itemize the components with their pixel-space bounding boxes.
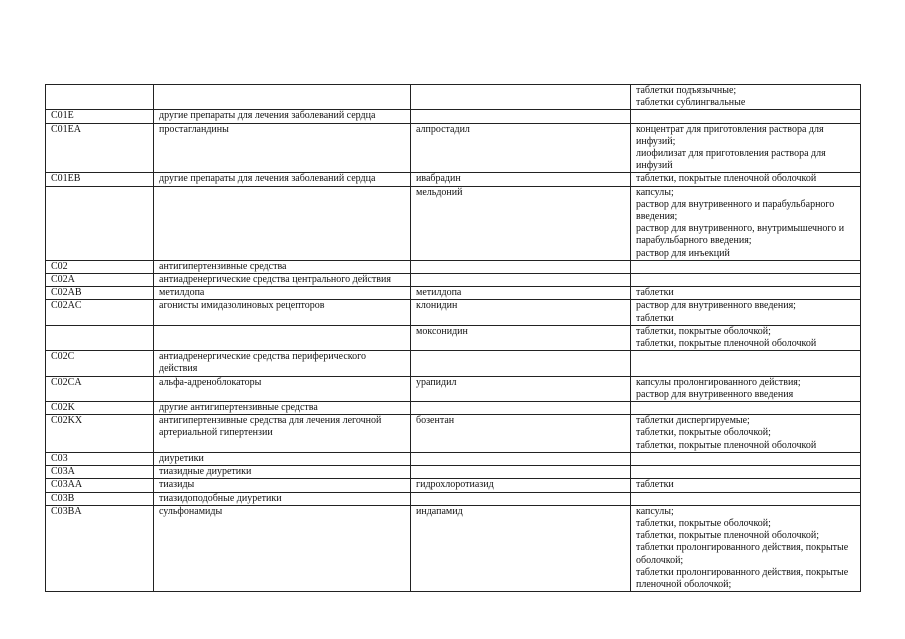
dosage-form-item: таблетки, покрытые пленочной оболочкой [636, 173, 817, 185]
dosage-forms-cell [631, 186, 861, 260]
drug-classification-table [45, 84, 861, 592]
atc-code-cell [46, 85, 154, 110]
dosage-form-item: таблетки, покрытые пленочной оболочкой [636, 439, 817, 451]
drug-name-cell: клонидин [411, 300, 631, 325]
dosage-form-item: раствор для внутривенного введения; [636, 300, 796, 312]
table-row [46, 287, 861, 300]
anatomical-group-cell [154, 186, 411, 260]
anatomical-group-cell: тиазидные диуретики [154, 466, 411, 479]
atc-code-cell: C03B [46, 492, 154, 505]
drug-name-cell: мельдоний [411, 186, 631, 260]
atc-code-cell: C01EA [46, 123, 154, 173]
drug-name-cell [411, 466, 631, 479]
dosage-form-item: таблетки, покрытые пленочной оболочкой [636, 338, 817, 350]
anatomical-group-cell: другие препараты для лечения заболеваний сердца [154, 110, 411, 123]
drug-name-cell [411, 260, 631, 273]
table-row [46, 123, 861, 173]
table-row [46, 479, 861, 492]
dosage-forms-cell [631, 85, 861, 110]
dosage-form-item: таблетки [636, 287, 674, 299]
atc-code-cell: C02KX [46, 415, 154, 453]
drug-name-cell [411, 351, 631, 376]
anatomical-group-cell: антиадренергические средства периферического действия [154, 351, 411, 376]
dosage-forms-cell [631, 110, 861, 123]
atc-code-cell: C02A [46, 274, 154, 287]
drug-name-cell: урапидил [411, 376, 631, 401]
table-row [46, 402, 861, 415]
drug-name-cell: моксонидин [411, 325, 631, 350]
table-row [46, 351, 861, 376]
dosage-form-item: лиофилизат для приготовления раствора для инфузий [636, 148, 826, 172]
atc-code-cell: C02K [46, 402, 154, 415]
drug-name-cell: бозентан [411, 415, 631, 453]
dosage-forms-cell [631, 402, 861, 415]
table-body [46, 85, 861, 592]
drug-name-cell: гидрохлоротиазид [411, 479, 631, 492]
anatomical-group-cell: антигипертензивные средства [154, 260, 411, 273]
drug-name-cell [411, 85, 631, 110]
table-row [46, 274, 861, 287]
drug-name-cell: ивабрадин [411, 173, 631, 186]
atc-code-cell [46, 186, 154, 260]
dosage-form-item: таблетки, покрытые оболочкой; [636, 517, 771, 529]
dosage-form-item: таблетки, покрытые оболочкой; [636, 325, 771, 337]
dosage-forms-cell [631, 466, 861, 479]
table-row [46, 466, 861, 479]
dosage-form-item: таблетки пролонгированного действия, покрытые пленочной оболочкой; [636, 566, 849, 590]
dosage-forms-cell [631, 505, 861, 591]
dosage-forms-cell [631, 274, 861, 287]
dosage-form-item: капсулы пролонгированного действия; [636, 376, 801, 388]
anatomical-group-cell: антигипертензивные средства для лечения легочной артериальной гипертензии [154, 415, 411, 453]
dosage-form-item: концентрат для приготовления раствора для инфузий; [636, 123, 824, 147]
atc-code-cell: C02C [46, 351, 154, 376]
dosage-forms-cell [631, 351, 861, 376]
dosage-forms-cell [631, 287, 861, 300]
dosage-forms-cell [631, 260, 861, 273]
drug-name-cell [411, 492, 631, 505]
dosage-forms-cell [631, 415, 861, 453]
anatomical-group-cell: простагландины [154, 123, 411, 173]
table-row [46, 452, 861, 465]
anatomical-group-cell: тиазидоподобные диуретики [154, 492, 411, 505]
dosage-form-item: таблетки сублингвальные [636, 97, 746, 109]
dosage-forms-cell [631, 325, 861, 350]
anatomical-group-cell: диуретики [154, 452, 411, 465]
table-row [46, 325, 861, 350]
dosage-forms-cell [631, 452, 861, 465]
dosage-form-item: раствор для внутривенного и парабульбарного введения; [636, 198, 835, 223]
drug-name-cell [411, 452, 631, 465]
atc-code-cell: C02AB [46, 287, 154, 300]
dosage-form-item: таблетки, покрытые оболочкой; [636, 427, 771, 439]
anatomical-group-cell: агонисты имидазолиновых рецепторов [154, 300, 411, 325]
atc-code-cell: C01EB [46, 173, 154, 186]
table-row [46, 492, 861, 505]
atc-code-cell: C01E [46, 110, 154, 123]
anatomical-group-cell: другие антигипертензивные средства [154, 402, 411, 415]
anatomical-group-cell: альфа-адреноблокаторы [154, 376, 411, 401]
dosage-forms-cell [631, 300, 861, 325]
dosage-form-item: таблетки диспергируемые; [636, 415, 750, 427]
anatomical-group-cell: тиазиды [154, 479, 411, 492]
anatomical-group-cell: другие препараты для лечения заболеваний сердца [154, 173, 411, 186]
drug-name-cell [411, 274, 631, 287]
table-row [46, 85, 861, 110]
dosage-form-item: раствор для внутривенного введения [636, 388, 794, 400]
anatomical-group-cell [154, 325, 411, 350]
dosage-form-item: таблетки подъязычные; [636, 85, 737, 96]
dosage-forms-cell [631, 479, 861, 492]
atc-code-cell [46, 325, 154, 350]
dosage-form-item: раствор для инъекций [636, 247, 730, 259]
anatomical-group-cell: метилдопа [154, 287, 411, 300]
dosage-forms-cell [631, 376, 861, 401]
atc-code-cell: C02CA [46, 376, 154, 401]
dosage-form-item: капсулы; [636, 505, 674, 517]
drug-name-cell: индапамид [411, 505, 631, 591]
table-row [46, 260, 861, 273]
dosage-forms-cell [631, 123, 861, 173]
anatomical-group-cell: антиадренергические средства центрального действия [154, 274, 411, 287]
table-row [46, 415, 861, 453]
drug-name-cell [411, 110, 631, 123]
table-row [46, 173, 861, 186]
atc-code-cell: C03BA [46, 505, 154, 591]
table-row [46, 186, 861, 260]
table-row [46, 505, 861, 591]
dosage-form-item: таблетки пролонгированного действия, покрытые оболочкой; [636, 542, 849, 566]
table-row [46, 300, 861, 325]
table-row [46, 376, 861, 401]
atc-code-cell: C03 [46, 452, 154, 465]
dosage-form-item: раствор для внутривенного, внутримышечного и парабульбарного введения; [636, 223, 845, 247]
dosage-form-item: таблетки [636, 479, 674, 491]
atc-code-cell: C03AA [46, 479, 154, 492]
dosage-form-item: таблетки, покрытые пленочной оболочкой; [636, 530, 820, 542]
drug-name-cell [411, 402, 631, 415]
dosage-forms-cell [631, 492, 861, 505]
dosage-form-item: таблетки [636, 312, 674, 324]
atc-code-cell: C03A [46, 466, 154, 479]
dosage-forms-cell [631, 173, 861, 186]
anatomical-group-cell: сульфонамиды [154, 505, 411, 591]
dosage-form-item: капсулы; [636, 186, 674, 198]
drug-name-cell: алпростадил [411, 123, 631, 173]
table-row [46, 110, 861, 123]
atc-code-cell: C02AC [46, 300, 154, 325]
atc-code-cell: C02 [46, 260, 154, 273]
anatomical-group-cell [154, 85, 411, 110]
drug-name-cell: метилдопа [411, 287, 631, 300]
